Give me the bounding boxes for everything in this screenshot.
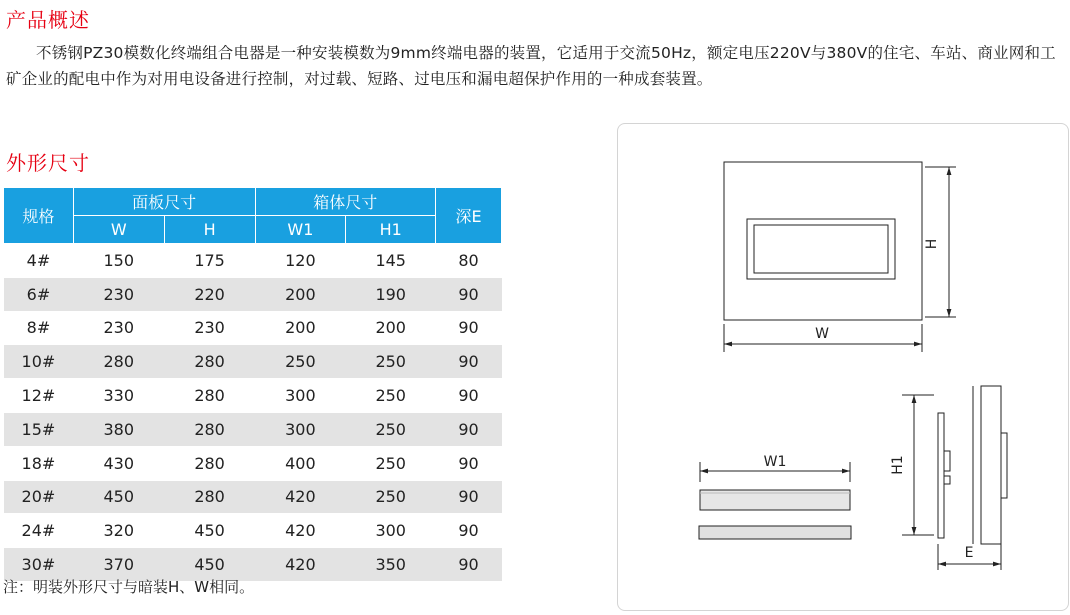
table-cell: 350 bbox=[346, 548, 436, 582]
header-h1: H1 bbox=[346, 216, 436, 244]
side-view-box bbox=[981, 386, 1001, 544]
table-cell: 90 bbox=[436, 379, 502, 413]
label-w: W bbox=[815, 326, 829, 342]
table-cell: 200 bbox=[255, 311, 346, 345]
dimensions-title: 外形尺寸 bbox=[6, 151, 90, 175]
table-row bbox=[4, 311, 502, 345]
table-cell: 420 bbox=[255, 480, 346, 514]
table-cell: 30# bbox=[4, 548, 74, 582]
dimension-diagram bbox=[617, 123, 1069, 611]
table-row bbox=[4, 244, 502, 278]
table-cell: 250 bbox=[346, 480, 436, 514]
table-cell: 12# bbox=[4, 379, 74, 413]
table-cell: 80 bbox=[436, 244, 502, 278]
table-cell: 280 bbox=[164, 480, 255, 514]
table-cell: 370 bbox=[73, 548, 164, 582]
table-cell: 24# bbox=[4, 514, 74, 548]
table-cell: 330 bbox=[73, 379, 164, 413]
table-cell: 250 bbox=[346, 412, 436, 446]
table-cell: 230 bbox=[164, 311, 255, 345]
table-cell: 200 bbox=[255, 277, 346, 311]
table-cell: 15# bbox=[4, 412, 74, 446]
table-cell: 145 bbox=[346, 244, 436, 278]
table-row bbox=[4, 514, 502, 548]
table-cell: 280 bbox=[164, 446, 255, 480]
table-cell: 90 bbox=[436, 514, 502, 548]
table-cell: 280 bbox=[164, 345, 255, 379]
table-row bbox=[4, 446, 502, 480]
table-cell: 250 bbox=[346, 345, 436, 379]
diagram-drawing bbox=[618, 124, 1068, 610]
table-cell: 20# bbox=[4, 480, 74, 514]
label-e: E bbox=[964, 545, 974, 561]
table-cell: 90 bbox=[436, 412, 502, 446]
table-cell: 90 bbox=[436, 311, 502, 345]
table-cell: 300 bbox=[346, 514, 436, 548]
header-h: H bbox=[164, 216, 255, 244]
table-cell: 220 bbox=[164, 277, 255, 311]
label-w1: W1 bbox=[763, 454, 787, 470]
table-cell: 230 bbox=[73, 277, 164, 311]
table-cell: 90 bbox=[436, 446, 502, 480]
table-row bbox=[4, 480, 502, 514]
header-spec: 规格 bbox=[4, 188, 74, 244]
table-cell: 6# bbox=[4, 277, 74, 311]
table-note: 注：明装外形尺寸与暗装H、W相同。 bbox=[3, 578, 255, 596]
table-cell: 430 bbox=[73, 446, 164, 480]
table-cell: 280 bbox=[164, 379, 255, 413]
table-row bbox=[4, 412, 502, 446]
dimension-table bbox=[3, 187, 502, 582]
table-cell: 450 bbox=[164, 548, 255, 582]
header-depth: 深E bbox=[436, 188, 502, 244]
table-cell: 400 bbox=[255, 446, 346, 480]
table-cell: 450 bbox=[73, 480, 164, 514]
header-w: W bbox=[73, 216, 164, 244]
table-cell: 90 bbox=[436, 480, 502, 514]
table-cell: 120 bbox=[255, 244, 346, 278]
table-cell: 4# bbox=[4, 244, 74, 278]
front-window-inner bbox=[754, 225, 888, 273]
table-cell: 90 bbox=[436, 345, 502, 379]
overview-text: 不锈钢PZ30模数化终端组合电器是一种安装模数为9mm终端电器的装置，它适用于交流50Hz，额定电压220V与380V的住宅、车站、商业网和工矿企业的配电中作为对用电设备进行控制，对过载、短路、过电压和漏电超保护作用的一种成套装置。 bbox=[6, 44, 1056, 88]
label-h1: H1 bbox=[890, 455, 906, 475]
table-cell: 280 bbox=[164, 412, 255, 446]
label-h: H bbox=[924, 238, 940, 250]
table-cell: 300 bbox=[255, 412, 346, 446]
table-row bbox=[4, 379, 502, 413]
table-cell: 18# bbox=[4, 446, 74, 480]
side-view-left-plate bbox=[938, 413, 944, 538]
table-cell: 90 bbox=[436, 277, 502, 311]
table-cell: 90 bbox=[436, 548, 502, 582]
header-box-size: 箱体尺寸 bbox=[255, 188, 436, 216]
table-cell: 420 bbox=[255, 514, 346, 548]
table-cell: 320 bbox=[73, 514, 164, 548]
table-cell: 230 bbox=[73, 311, 164, 345]
table-cell: 250 bbox=[255, 345, 346, 379]
table-row bbox=[4, 277, 502, 311]
table-cell: 8# bbox=[4, 311, 74, 345]
front-window-outer bbox=[747, 219, 895, 279]
overview-title: 产品概述 bbox=[6, 8, 90, 32]
table-cell: 250 bbox=[346, 379, 436, 413]
header-w1: W1 bbox=[255, 216, 346, 244]
table-cell: 300 bbox=[255, 379, 346, 413]
header-panel-size: 面板尺寸 bbox=[73, 188, 255, 216]
table-body bbox=[4, 244, 502, 582]
table-cell: 175 bbox=[164, 244, 255, 278]
table-cell: 190 bbox=[346, 277, 436, 311]
table-cell: 250 bbox=[346, 446, 436, 480]
table-row bbox=[4, 345, 502, 379]
table-cell: 200 bbox=[346, 311, 436, 345]
table-cell: 10# bbox=[4, 345, 74, 379]
table-cell: 150 bbox=[73, 244, 164, 278]
table-cell: 450 bbox=[164, 514, 255, 548]
table-cell: 280 bbox=[73, 345, 164, 379]
table-cell: 420 bbox=[255, 548, 346, 582]
table-cell: 380 bbox=[73, 412, 164, 446]
